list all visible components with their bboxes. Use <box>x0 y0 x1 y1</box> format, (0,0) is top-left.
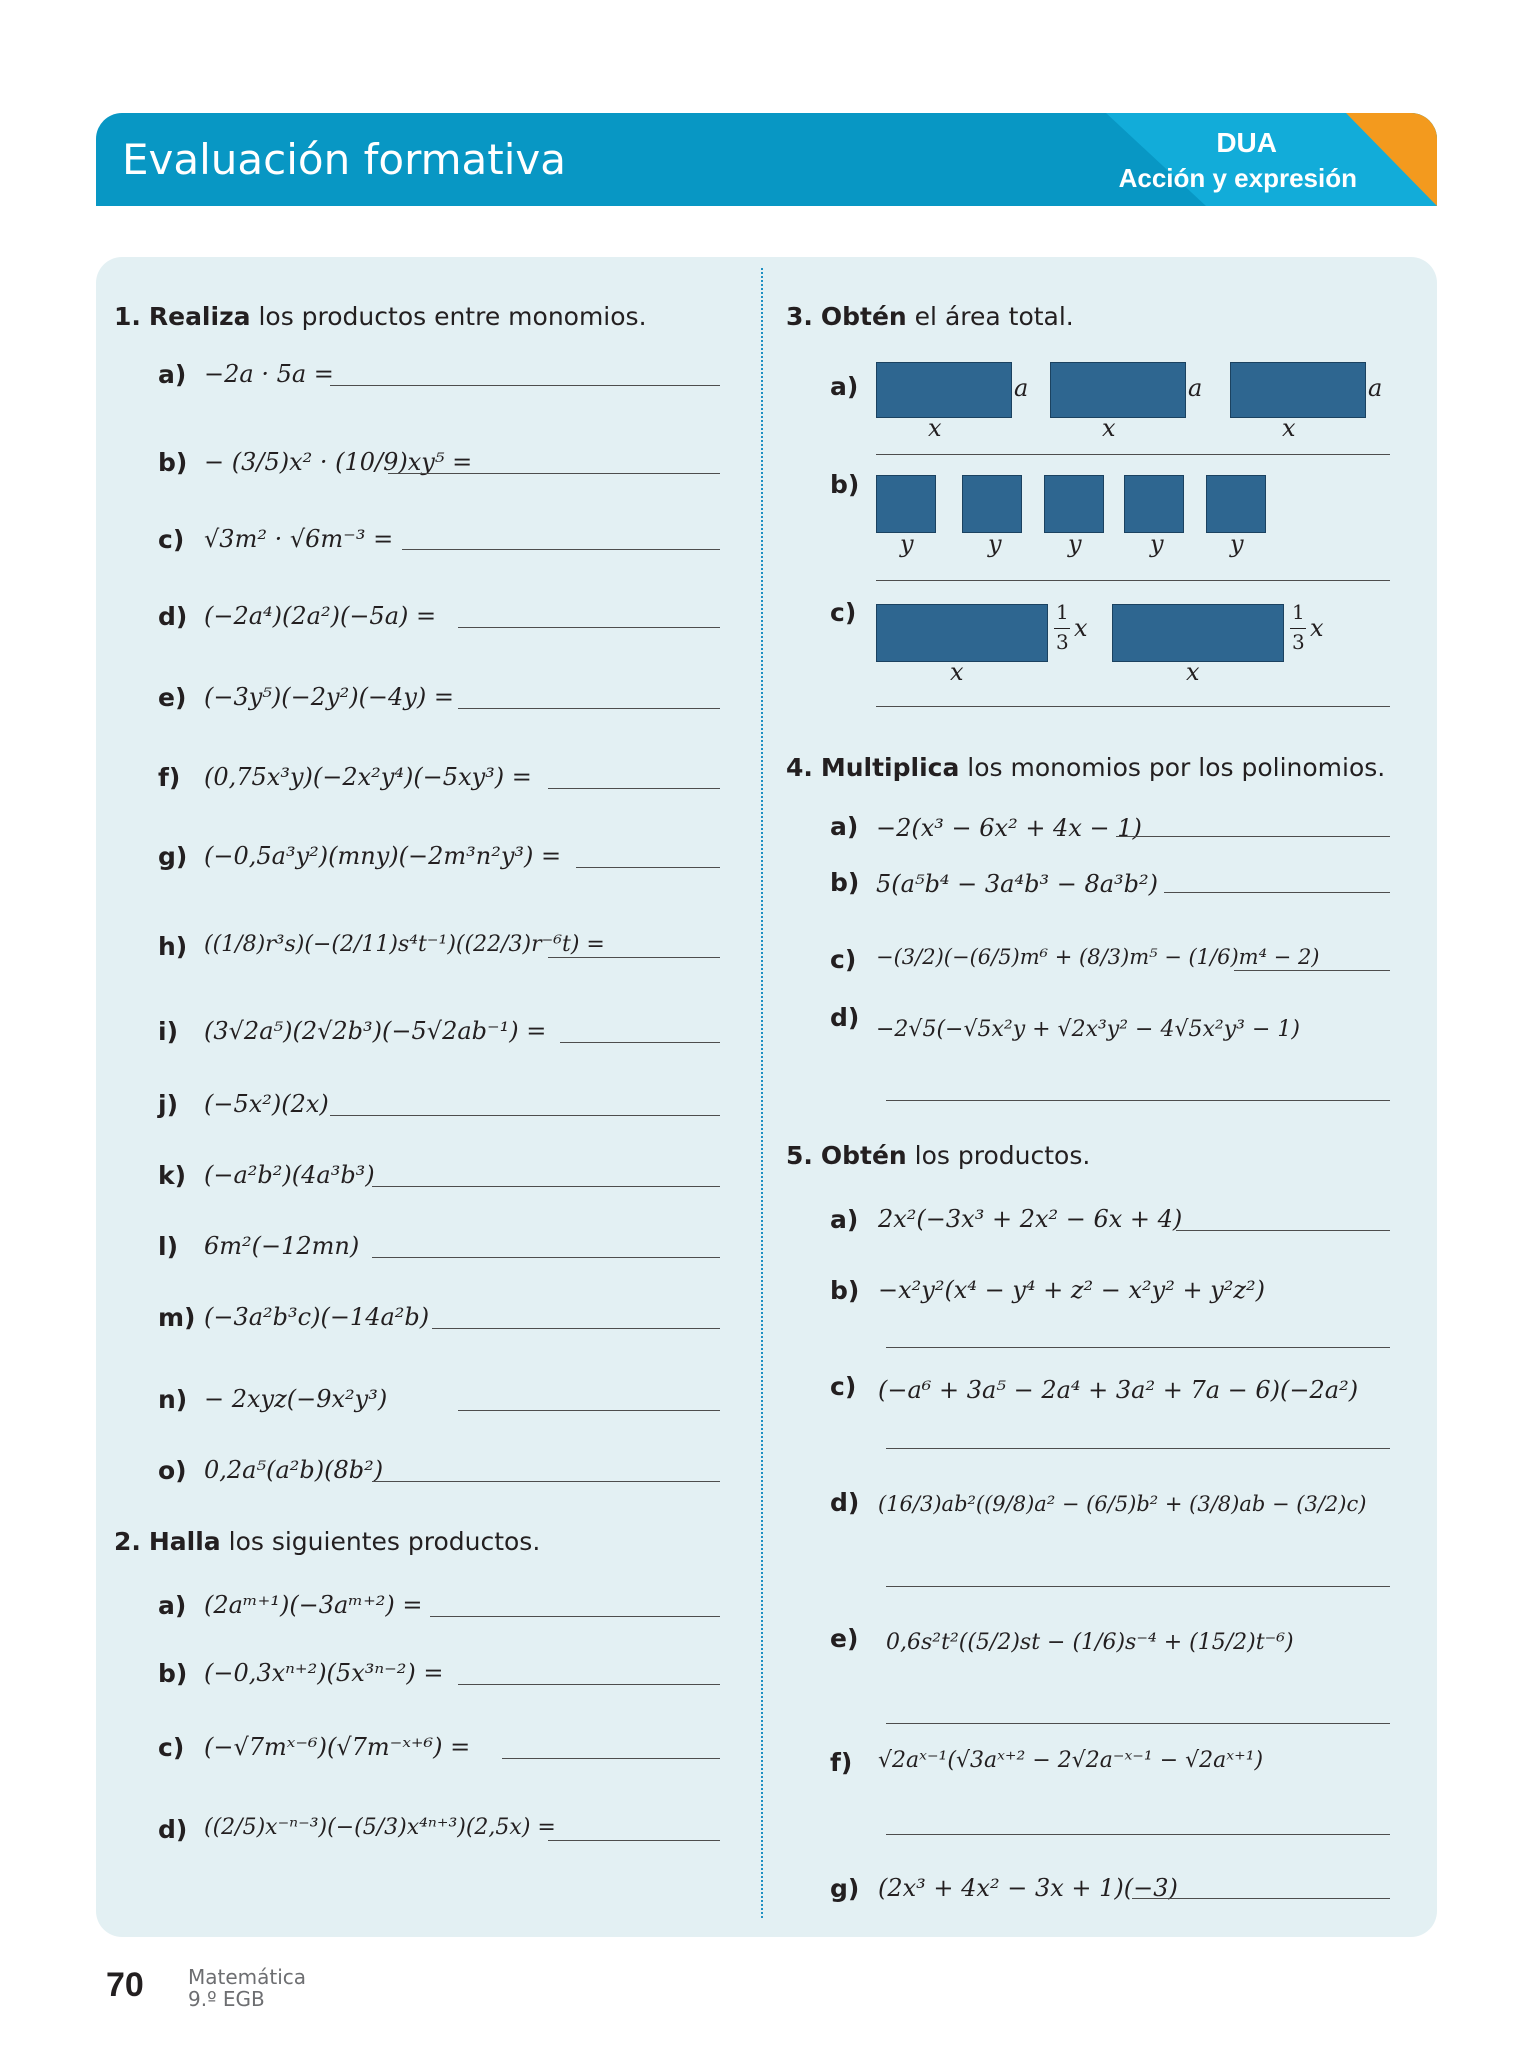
q1m-expression: (−3a²b³c)(−14a²b) <box>204 1303 430 1331</box>
q1d-answer-line[interactable] <box>458 627 720 628</box>
q5e-answer-line[interactable] <box>886 1723 1390 1724</box>
q3a-answer-line[interactable] <box>876 454 1390 455</box>
q3a-base-1: x <box>928 414 942 442</box>
q3c-answer-line[interactable] <box>876 706 1390 707</box>
q1c-answer-line[interactable] <box>402 549 720 550</box>
q1h-answer-line[interactable] <box>548 957 720 958</box>
q1o-label: o) <box>158 1456 187 1485</box>
q3a-base-2: x <box>1102 414 1116 442</box>
q1e-answer-line[interactable] <box>458 708 720 709</box>
q3a-label: a) <box>830 372 859 401</box>
q3c-fraction-bar-1 <box>1054 628 1070 629</box>
q2a-expression: (2aᵐ⁺¹)(−3aᵐ⁺²) = <box>204 1591 423 1619</box>
q3c-base-1: x <box>950 658 964 686</box>
q4b-answer-line[interactable] <box>1164 892 1390 893</box>
q1a-answer-line[interactable] <box>330 385 720 386</box>
q1f-expression: (0,75x³y)(−2x²y⁴)(−5xy³) = <box>204 763 532 791</box>
q5c-expression: (−a⁶ + 3a⁵ − 2a⁴ + 3a² + 7a − 6)(−2a²) <box>878 1376 1359 1404</box>
q4c-answer-line[interactable] <box>1234 970 1390 971</box>
q3c-side-den-1: 3 <box>1056 630 1069 654</box>
q1c-expression: √3m² · √6m⁻³ = <box>204 525 394 553</box>
q1k-expression: (−a²b²)(4a³b³) <box>204 1161 375 1189</box>
q3c-side-den-2: 3 <box>1292 630 1305 654</box>
q1h-expression: ((1/8)r³s)(−(2/11)s⁴t⁻¹)((22/3)r⁻⁶t) = <box>204 932 605 957</box>
q2b-expression: (−0,3xⁿ⁺²)(5x³ⁿ⁻²) = <box>204 1659 444 1687</box>
q5a-answer-line[interactable] <box>1176 1230 1390 1231</box>
q1j-label: j) <box>158 1090 178 1119</box>
dua-title: DUA <box>1216 127 1277 158</box>
q5e-label: e) <box>830 1624 859 1653</box>
q5f-expression: √2aˣ⁻¹(√3aˣ⁺² − 2√2a⁻ˣ⁻¹ − √2aˣ⁺¹) <box>878 1748 1264 1773</box>
q3a-side-1: a <box>1014 374 1029 402</box>
q1e-expression: (−3y⁵)(−2y²)(−4y) = <box>204 683 454 711</box>
section-title: Evaluación formativa <box>122 135 566 184</box>
q1h-label: h) <box>158 932 188 961</box>
q4c-label: c) <box>830 945 857 974</box>
q1d-expression: (−2a⁴)(2a²)(−5a) = <box>204 602 437 630</box>
q2c-answer-line[interactable] <box>502 1758 720 1759</box>
q3b-square-5 <box>1206 475 1266 533</box>
section-header <box>96 113 1437 206</box>
q1n-label: n) <box>158 1385 188 1414</box>
q4a-answer-line[interactable] <box>1116 836 1390 837</box>
q5d-expression: (16/3)ab²((9/8)a² − (6/5)b² + (3/8)ab − (3/2)c) <box>878 1492 1367 1516</box>
q5f-label: f) <box>830 1748 853 1777</box>
q1l-answer-line[interactable] <box>372 1257 720 1258</box>
q5d-answer-line[interactable] <box>886 1586 1390 1587</box>
q3b-side-2: y <box>988 530 1002 558</box>
q4b-expression: 5(a⁵b⁴ − 3a⁴b³ − 8a³b²) <box>876 870 1159 898</box>
q2b-answer-line[interactable] <box>458 1684 720 1685</box>
q3c-side-num-1: 1 <box>1056 600 1069 624</box>
q1g-label: g) <box>158 842 188 871</box>
q1a-label: a) <box>158 360 187 389</box>
q1b-expression: − (3/5)x² · (10/9)xy⁵ = <box>204 448 473 476</box>
q3b-square-2 <box>962 475 1022 533</box>
q3a-side-2: a <box>1188 374 1203 402</box>
q1i-label: i) <box>158 1017 178 1046</box>
q1k-label: k) <box>158 1161 187 1190</box>
q1o-expression: 0,2a⁵(a²b)(8b²) <box>204 1456 384 1484</box>
q5f-answer-line[interactable] <box>886 1834 1390 1835</box>
q1j-answer-line[interactable] <box>330 1115 720 1116</box>
q3b-square-3 <box>1044 475 1104 533</box>
q3a-rectangle-1 <box>876 362 1012 418</box>
q1i-expression: (3√2a⁵)(2√2b³)(−5√2ab⁻¹) = <box>204 1017 547 1045</box>
q3b-label: b) <box>830 470 860 499</box>
q1l-expression: 6m²(−12mn) <box>204 1232 360 1260</box>
q2a-answer-line[interactable] <box>430 1616 720 1617</box>
q3b-side-4: y <box>1150 530 1164 558</box>
q5-heading: 5. Obtén los productos. <box>786 1141 1091 1170</box>
q2c-expression: (−√7mˣ⁻⁶)(√7m⁻ˣ⁺⁶) = <box>204 1733 471 1761</box>
q3b-square-4 <box>1124 475 1184 533</box>
q2-heading: 2. Halla los siguientes productos. <box>114 1527 541 1556</box>
q3a-base-3: x <box>1282 414 1296 442</box>
q2d-label: d) <box>158 1815 188 1844</box>
q1f-answer-line[interactable] <box>548 788 720 789</box>
q1e-label: e) <box>158 683 187 712</box>
q2d-answer-line[interactable] <box>548 1840 720 1841</box>
q1n-answer-line[interactable] <box>458 1410 720 1411</box>
q3a-rectangle-2 <box>1050 362 1186 418</box>
q3c-base-2: x <box>1186 658 1200 686</box>
q3b-side-5: y <box>1230 530 1244 558</box>
q2b-label: b) <box>158 1659 188 1688</box>
footer-grade: 9.º EGB <box>188 1987 265 2011</box>
q3c-rectangle-1 <box>876 604 1048 662</box>
q4c-expression: −(3/2)(−(6/5)m⁶ + (8/3)m⁵ − (1/6)m⁴ − 2) <box>876 945 1320 969</box>
q3b-answer-line[interactable] <box>876 580 1390 581</box>
q4d-answer-line[interactable] <box>886 1100 1390 1101</box>
q4d-label: d) <box>830 1003 860 1032</box>
q5g-label: g) <box>830 1874 860 1903</box>
q1i-answer-line[interactable] <box>560 1042 720 1043</box>
q4a-label: a) <box>830 812 859 841</box>
q3c-fraction-bar-2 <box>1290 628 1306 629</box>
q3c-label: c) <box>830 598 857 627</box>
q1m-answer-line[interactable] <box>432 1328 720 1329</box>
q1b-answer-line[interactable] <box>388 473 720 474</box>
q1a-expression: −2a · 5a = <box>204 360 334 388</box>
q4d-expression: −2√5(−√5x²y + √2x³y² − 4√5x²y³ − 1) <box>876 1017 1300 1042</box>
q3b-side-1: y <box>900 530 914 558</box>
q3c-rectangle-2 <box>1112 604 1284 662</box>
q5a-label: a) <box>830 1205 859 1234</box>
page-number: 70 <box>106 1966 144 2004</box>
q3c-side-var-1: x <box>1074 614 1088 642</box>
q5d-label: d) <box>830 1488 860 1517</box>
q5b-expression: −x²y²(x⁴ − y⁴ + z² − x²y² + y²z²) <box>878 1276 1266 1304</box>
q1c-label: c) <box>158 525 185 554</box>
footer-subject <box>188 1966 306 2010</box>
q1-heading: 1. Realiza los productos entre monomios. <box>114 302 647 331</box>
q2c-label: c) <box>158 1733 185 1762</box>
q3-heading: 3. Obtén el área total. <box>786 302 1074 331</box>
q5c-answer-line[interactable] <box>886 1448 1390 1449</box>
q5b-label: b) <box>830 1276 860 1305</box>
q1l-label: l) <box>158 1232 178 1261</box>
q1o-answer-line[interactable] <box>372 1481 720 1482</box>
q1g-expression: (−0,5a³y²)(mny)(−2m³n²y³) = <box>204 842 562 870</box>
q1f-label: f) <box>158 763 181 792</box>
q1j-expression: (−5x²)(2x) <box>204 1090 329 1118</box>
q1m-label: m) <box>158 1303 196 1332</box>
footer-subject-name: Matemática <box>188 1965 307 1989</box>
q3a-rectangle-3 <box>1230 362 1366 418</box>
q3c-side-num-2: 1 <box>1292 600 1305 624</box>
q4a-expression: −2(x³ − 6x² + 4x − 1) <box>876 814 1142 842</box>
q5e-expression: 0,6s²t²((5/2)st − (1/6)s⁻⁴ + (15/2)t⁻⁶) <box>886 1630 1294 1655</box>
q2a-label: a) <box>158 1591 187 1620</box>
q5b-answer-line[interactable] <box>886 1347 1390 1348</box>
q1n-expression: − 2xyz(−9x²y³) <box>204 1385 388 1413</box>
dua-subtitle: Acción y expresión <box>1118 163 1357 193</box>
q1b-label: b) <box>158 448 188 477</box>
q3a-side-3: a <box>1368 374 1383 402</box>
q5g-answer-line[interactable] <box>1132 1898 1390 1899</box>
q5g-expression: (2x³ + 4x² − 3x + 1)(−3) <box>878 1874 1178 1902</box>
q1k-answer-line[interactable] <box>372 1186 720 1187</box>
q5c-label: c) <box>830 1372 857 1401</box>
q4b-label: b) <box>830 868 860 897</box>
q1d-label: d) <box>158 602 188 631</box>
q5a-expression: 2x²(−3x³ + 2x² − 6x + 4) <box>878 1205 1183 1233</box>
q4-heading: 4. Multiplica los monomios por los polinomios. <box>786 753 1386 782</box>
q3c-side-var-2: x <box>1310 614 1324 642</box>
q1g-answer-line[interactable] <box>576 867 720 868</box>
q2d-expression: ((2/5)x⁻ⁿ⁻³)(−(5/3)x⁴ⁿ⁺³)(2,5x) = <box>204 1815 556 1840</box>
column-divider <box>761 268 763 1918</box>
q3b-side-3: y <box>1068 530 1082 558</box>
q3b-square-1 <box>876 475 936 533</box>
